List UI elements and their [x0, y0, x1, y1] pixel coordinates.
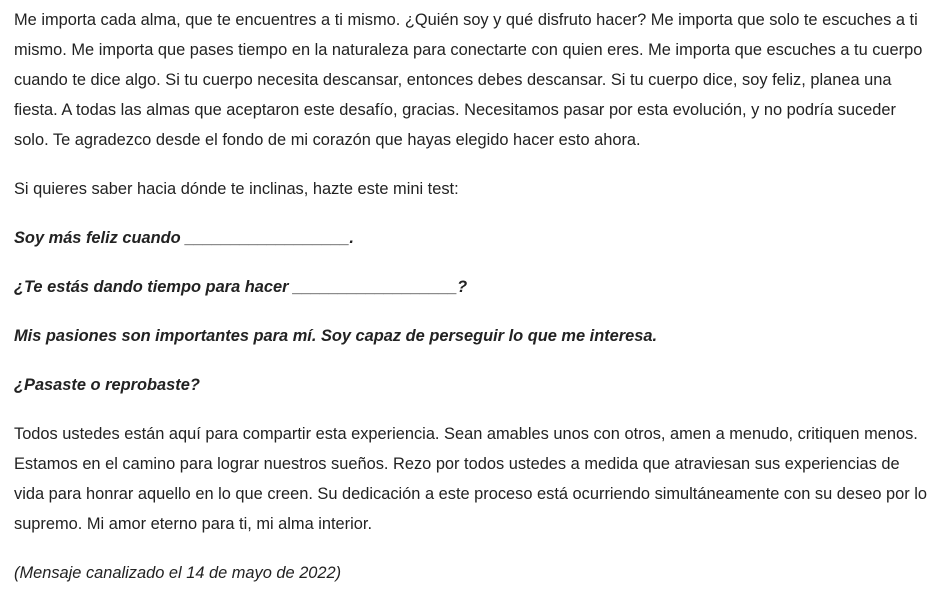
- test-statement-passions: Mis pasiones son importantes para mí. Soy capaz de perseguir lo que me interesa.: [14, 327, 658, 345]
- test-question-happy: Soy más feliz cuando __________________.: [14, 229, 354, 247]
- test-intro-paragraph: Si quieres saber hacia dónde te inclinas, hazte este mini test:: [14, 180, 459, 198]
- test-question-time: ¿Te estás dando tiempo para hacer __________________?: [14, 278, 468, 296]
- test-question-result: ¿Pasaste o reprobaste?: [14, 376, 200, 394]
- intro-paragraph: Me importa cada alma, que te encuentres a ti mismo. ¿Quién soy y qué disfruto hacer? Me importa que solo te escuches a ti mismo. Me importa que pases tiempo en la naturaleza para conectarte con quien eres. Me importa que escuches a tu cuerpo cuando te dice algo. Si tu cuerpo necesita descansar, entonces debes descansar. Si tu cuerpo dice, soy feliz, planea una fiesta. A todas las almas que aceptaron este desafío, gracias. Necesitamos pasar por esta evolución, y no podría suceder solo. Te agradezco desde el fondo de mi corazón que hayas elegido hacer esto ahora.: [14, 11, 923, 149]
- closing-paragraph: Todos ustedes están aquí para compartir esta experiencia. Sean amables unos con otros, amen a menudo, critiquen menos. Estamos en el camino para lograr nuestros sueños. Rezo por todos ustedes a medida que atraviesan sus experiencias de vida para honrar aquello en lo que creen. Su dedicación a este proceso está ocurriendo simultáneamente con su deseo por lo supremo. Mi amor eterno para ti, mi alma interior.: [14, 425, 927, 533]
- footnote-date: (Mensaje canalizado el 14 de mayo de 2022): [14, 564, 342, 582]
